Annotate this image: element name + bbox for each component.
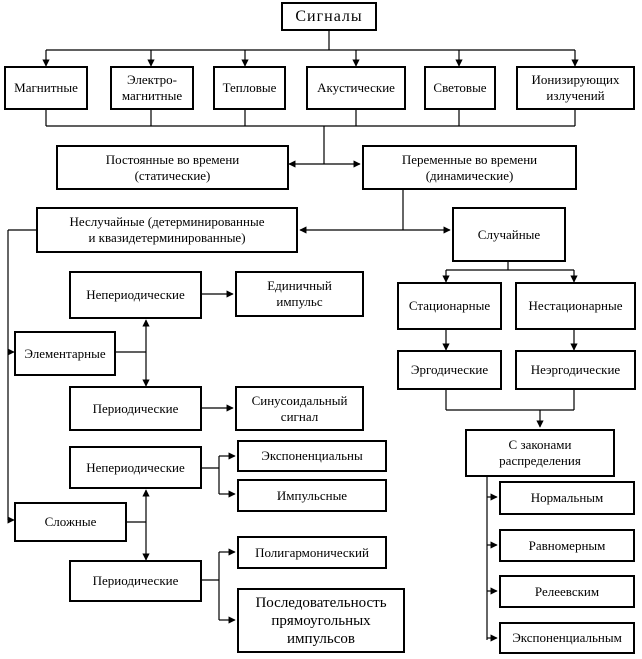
node-with-laws: С законами распределения xyxy=(465,429,615,477)
node-nonstationary: Нестационарные xyxy=(515,282,636,330)
node-impulse: Импульсные xyxy=(237,479,387,512)
node-law-normal: Нормальным xyxy=(499,481,635,515)
node-elem-nonperiodic: Непериодические xyxy=(69,271,202,319)
node-elem-periodic: Периодические xyxy=(69,386,202,431)
node-elementary: Элементарные xyxy=(14,331,116,376)
node-ionizing: Ионизирующих излучений xyxy=(516,66,635,110)
node-stationary: Стационарные xyxy=(397,282,502,330)
node-complex-nonperiodic: Непериодические xyxy=(69,446,202,489)
node-electromagnetic: Электро- магнитные xyxy=(110,66,194,110)
node-nonrandom: Неслучайные (детерминированные и квазидетерминированные) xyxy=(36,207,298,253)
node-exponential: Экспоненциальны xyxy=(237,440,387,472)
node-law-uniform: Равномерным xyxy=(499,529,635,562)
node-polyharmonic: Полигармонический xyxy=(237,536,387,569)
node-constant: Постоянные во времени (статические) xyxy=(56,145,289,190)
node-single-pulse: Единичный импульс xyxy=(235,271,364,317)
node-magnetic: Магнитные xyxy=(4,66,88,110)
node-rect-sequence: Последовательность прямоугольных импульсов xyxy=(237,588,405,653)
node-light: Световые xyxy=(424,66,496,110)
root-node-signals: Сигналы xyxy=(281,2,377,31)
node-random: Случайные xyxy=(452,207,566,262)
node-complex: Сложные xyxy=(14,502,127,542)
node-nonergodic: Неэргодические xyxy=(515,350,636,390)
node-complex-periodic: Периодические xyxy=(69,560,202,602)
node-law-rayleigh: Релеевским xyxy=(499,575,635,608)
node-sinusoidal: Синусоидальный сигнал xyxy=(235,386,364,431)
node-variable: Переменные во времени (динамические) xyxy=(362,145,577,190)
node-ergodic: Эргодические xyxy=(397,350,502,390)
node-acoustic: Акустические xyxy=(306,66,406,110)
node-thermal: Тепловые xyxy=(213,66,286,110)
node-law-exponential: Экспоненциальным xyxy=(499,622,635,654)
